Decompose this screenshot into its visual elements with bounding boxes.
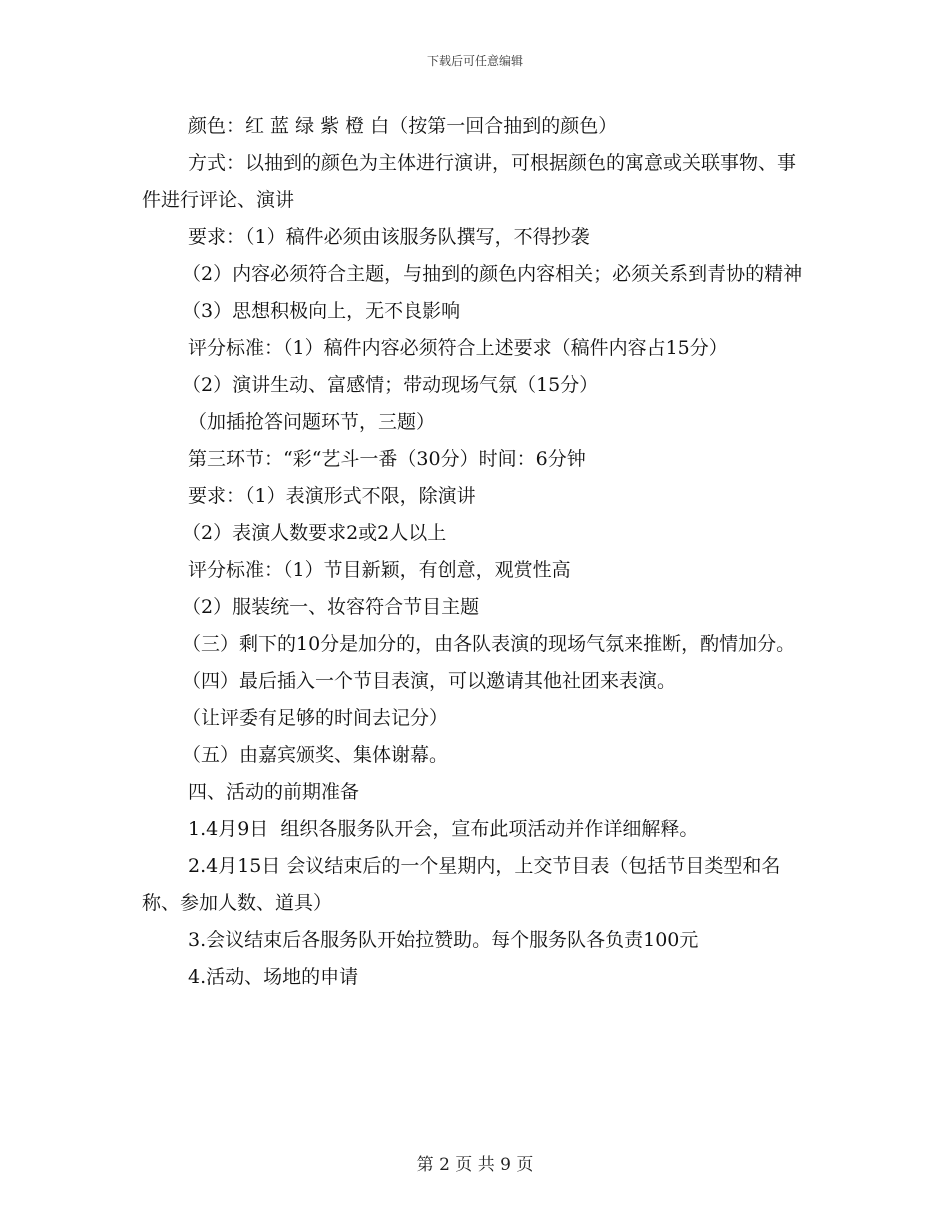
paragraph: 要求：（1）稿件必须由该服务队撰写，不得抄袭 xyxy=(188,226,590,248)
paragraph: （三）剩下的10分是加分的，由各队表演的现场气氛来推断，酌情加分。 xyxy=(182,633,796,655)
page-header: 下载后可任意编辑 xyxy=(426,54,523,68)
paragraph: 1.4月9日 组织各服务队开会，宣布此项活动并作详细解释。 xyxy=(188,818,699,840)
paragraph: （2）内容必须符合主题，与抽到的颜色内容相关；必须关系到青协的精神 xyxy=(182,263,803,285)
page-number: 第 2 页 共 9 页 xyxy=(416,1155,534,1175)
paragraph: 2.4月15日 会议结束后的一个星期内，上交节目表（包括节目类型和名称、参加人数、道具） xyxy=(142,855,781,914)
paragraph: 要求：（1）表演形式不限，除演讲 xyxy=(188,485,476,507)
paragraph: 评分标准：（1）节目新颖，有创意，观赏性高 xyxy=(188,559,571,581)
paragraph: （3）思想积极向上，无不良影响 xyxy=(182,300,461,322)
paragraph: 评分标准：（1）稿件内容必须符合上述要求（稿件内容占15分） xyxy=(188,337,728,359)
section-heading: 四、活动的前期准备 xyxy=(188,781,360,803)
paragraph: （四）最后插入一个节目表演，可以邀请其他社团来表演。 xyxy=(182,670,677,692)
paragraph: 颜色：红 蓝 绿 紫 橙 白（按第一回合抽到的颜色） xyxy=(188,115,618,137)
document-body xyxy=(142,108,810,996)
paragraph: （加插抢答问题环节，三题） xyxy=(188,411,436,433)
paragraph: 4.活动、场地的申请 xyxy=(188,966,359,988)
paragraph: 方式：以抽到的颜色为主体进行演讲，可根据颜色的寓意或关联事物、事件进行评论、演讲 xyxy=(142,152,797,211)
paragraph: （让评委有足够的时间去记分） xyxy=(182,707,449,729)
paragraph: 第三环节：“彩“艺斗一番（30分）时间：6分钟 xyxy=(188,448,586,470)
paragraph: （五）由嘉宾颁奖、集体谢幕。 xyxy=(182,744,449,766)
paragraph: （2）表演人数要求2或2人以上 xyxy=(182,522,447,544)
paragraph: 3.会议结束后各服务队开始拉赞助。每个服务队各负责100元 xyxy=(188,929,699,951)
paragraph: （2）演讲生动、富感情；带动现场气氛（15分） xyxy=(182,374,599,396)
paragraph: （2）服装统一、妆容符合节目主题 xyxy=(182,596,480,618)
